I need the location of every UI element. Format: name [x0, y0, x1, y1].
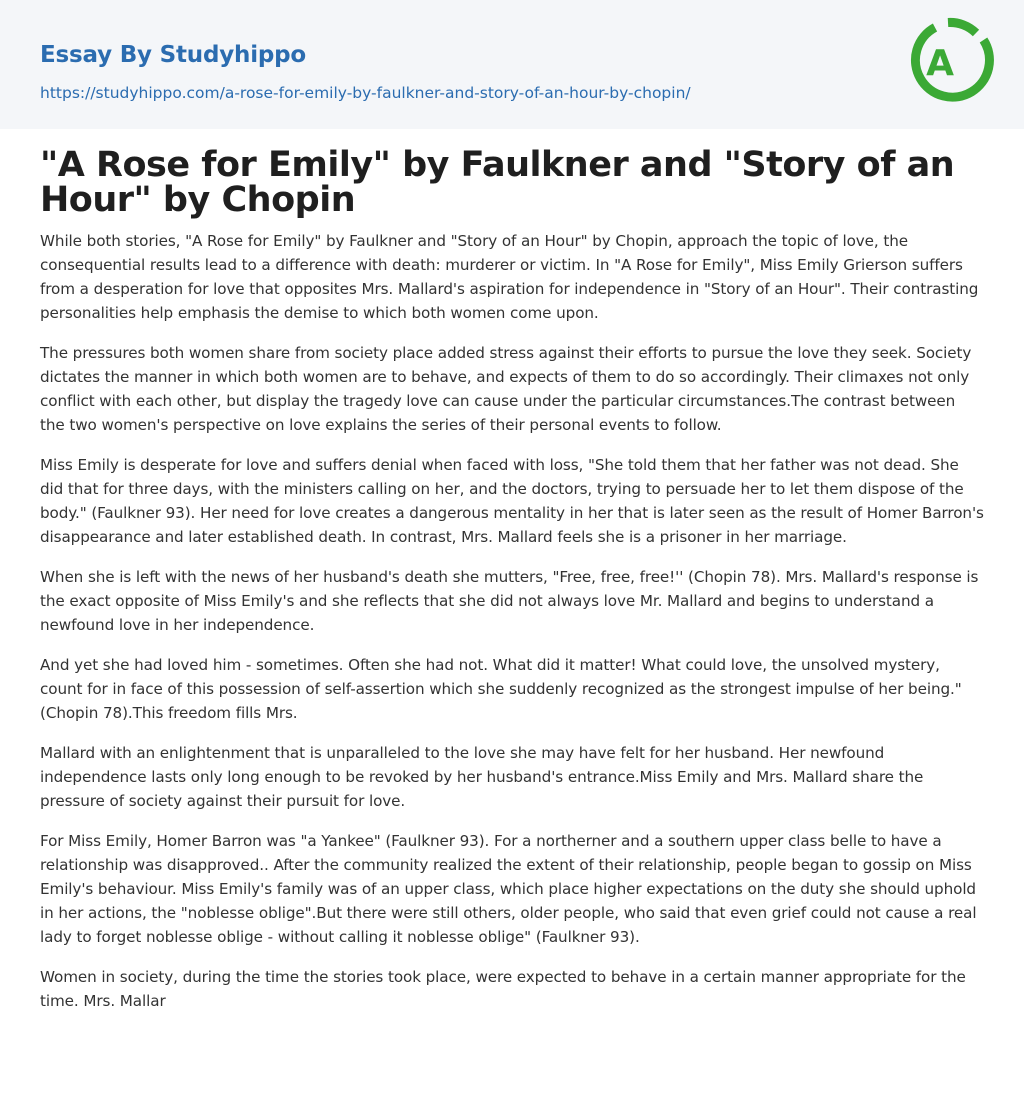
essay-body [40, 229, 984, 1029]
essay-title: "A Rose for Emily" by Faulkner and "Story of an Hour" by Chopin [40, 145, 955, 220]
site-header [0, 0, 1024, 129]
essay-paragraph: The pressures both women share from society place added stress against their efforts to pursue the love they seek. Society dictates the manner in which both women are to behave, and expects of them to do so accordingly. Their climaxes not only conflict with each other, but display the tragedy love can cause under the particular circumstances.The contrast between the two women's perspective on love explains the series of their personal events to follow. [40, 344, 972, 434]
essay-paragraph: Miss Emily is desperate for love and suffers denial when faced with loss, "She told them that her father was not dead. She did that for three days, with the ministers calling on her, and the doctors, trying to persuade her to let them dispose of the body." (Faulkner 93). Her need for love creates a dangerous mentality in her that is later seen as the result of Homer Barron's disappearance and later established death. In contrast, Mrs. Mallard feels she is a prisoner in her marriage. [40, 456, 984, 546]
essay-paragraph: Mallard with an enlightenment that is unparalleled to the love she may have felt for her husband. Her newfound independence lasts only long enough to be revoked by her husband's entrance.Miss Emily and Mrs. Mallard share the pressure of society against their pursuit for love. [40, 744, 924, 810]
essay-paragraph: When she is left with the news of her husband's death she mutters, "Free, free, free!'' (Chopin 78). Mrs. Mallard's response is the exact opposite of Miss Emily's and she reflects that she did not always love Mr. Mallard and begins to understand a newfound love in her independence. [40, 568, 979, 634]
essay-paragraph: And yet she had loved him - sometimes. Often she had not. What did it matter! What could love, the unsolved mystery, count for in face of this possession of self-assertion which she suddenly recognized as the strongest impulse of her being." (Chopin 78).This freedom fills Mrs. [40, 656, 962, 722]
essay-paragraph: Women in society, during the time the stories took place, were expected to behave in a certain manner appropriate for the time. Mrs. Mallar [40, 968, 966, 1010]
logo-letter: A [926, 43, 954, 84]
essay-url-link[interactable]: https://studyhippo.com/a-rose-for-emily-by-faulkner-and-story-of-an-hour-by-chopin/ [40, 84, 691, 102]
essay-paragraph: While both stories, "A Rose for Emily" by Faulkner and "Story of an Hour" by Chopin, approach the topic of love, the consequential results lead to a difference with death: murderer or victim. In "A Rose for Emily", Miss Emily Grierson suffers from a desperation for love that opposites Mrs. Mallard's aspiration for independence in "Story of an Hour". Their contrasting personalities help emphasis the demise to which both women come upon. [40, 232, 979, 322]
essay-paragraph: For Miss Emily, Homer Barron was "a Yankee" (Faulkner 93). For a northerner and a southern upper class belle to have a relationship was disapproved.. After the community realized the extent of their relationship, people began to gossip on Miss Emily's behaviour. Miss Emily's family was of an upper class, which place higher expectations on the duty she should uphold in her actions, the "noblesse oblige".But there were still others, older people, who said that even grief could not cause a real lady to forget noblesse oblige - without calling it noblesse oblige" (Faulkner 93). [40, 832, 977, 946]
brand-title[interactable]: Essay By Studyhippo [40, 42, 307, 68]
studyhippo-logo-icon[interactable] [904, 14, 994, 110]
